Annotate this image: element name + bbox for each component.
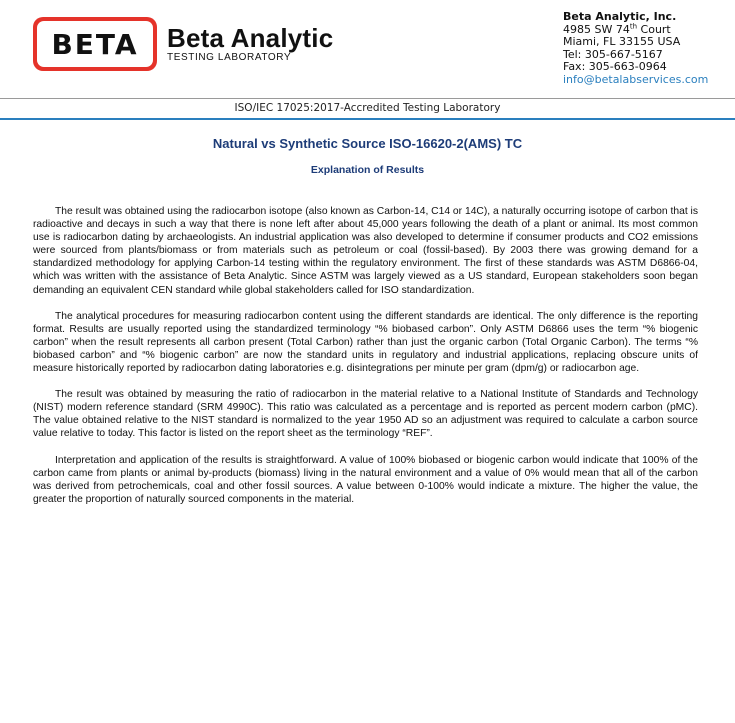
contact-company: Beta Analytic, Inc.	[563, 10, 677, 23]
document-body	[33, 205, 698, 519]
contact-city: Miami, FL 33155 USA	[563, 35, 681, 48]
logo-wordmark	[167, 25, 333, 63]
body-paragraph: The result was obtained using the radiocarbon isotope (also known as Carbon-14, C14 or 14C), a naturally occurring isotope of carbon that is radioactive and decays in such a way that there is none left after about 45,000 years following the death of a plant or animal. Its most common use is radiocarbon dating by archaeologists. An industrial application was also developed to determine if consumer products and CO2 emissions were sourced from plants/biomass or from materials such as petroleum or coal (fossil-based). By 2003 there was growing demand for a standardized methodology for applying Carbon-14 testing within the regulatory environment. The first of these standards was ASTM D6866-04, which was written with the assistance of Beta Analytic. Since ASTM was largely viewed as a US standard, European stakeholders soon began demanding an equivalent CEN standard while global stakeholders called for ISO standardization.	[33, 206, 698, 296]
body-paragraph: The analytical procedures for measuring radiocarbon content using the different standards are identical. The only difference is the reporting format. Results are usually reported using the standardized terminology “% biobased carbon”. Only ASTM D6866 uses the term “% biogenic carbon” when the result represents all carbon present (Total Carbon) rather than just the organic carbon (Total Organic Carbon). The terms “% biobased carbon” and “% biogenic carbon” are now the standard units in regulatory and industrial applications, replacing obscure units of measure historically reported by radiocarbon dating laboratories e.g. disintegrations per minute per gram (dpm/g) or radiocarbon age.	[33, 310, 698, 375]
logo-company-name: Beta Analytic	[167, 23, 334, 53]
contact-fax: Fax: 305-663-0964	[563, 60, 667, 73]
accreditation-divider-bottom	[0, 118, 735, 120]
document-title: Natural vs Synthetic Source ISO-16620-2(AMS) TC	[212, 136, 523, 151]
body-paragraph: The result was obtained by measuring the ratio of radiocarbon in the material relative to a National Institute of Standards and Technology (NIST) modern reference standard (SRM 4990C). This ratio was calculated as a percentage and is reported as percent modern carbon (pMC). The value obtained relative to the NIST standard is normalized to the year 1950 AD so an adjustment was required to calculate a carbon source value relative to today. This factor is listed on the report sheet as the terminology “REF”.	[33, 389, 698, 440]
contact-tel: Tel: 305-667-5167	[563, 47, 663, 61]
accreditation-text: ISO/IEC 17025:2017-Accredited Testing Laboratory	[234, 102, 501, 114]
body-paragraph: Interpretation and application of the results is straightforward. A value of 100% biobased or biogenic carbon would indicate that 100% of the carbon came from plants or animal by-products (biomass) living in the natural environment and a value of 0% would mean that all of the carbon was derived from petrochemicals, coal and other fossil sources. A value between 0-100% would indicate a mixture. The higher the value, the greater the proportion of naturally sourced components in the material.	[33, 454, 698, 505]
contact-email-link[interactable]: info@betalabservices.com	[563, 72, 709, 86]
logo-badge-text: BETA	[37, 21, 153, 67]
contact-address-number-street: 4985 SW 74	[563, 22, 630, 36]
logo-badge	[33, 17, 157, 71]
company-logo	[33, 17, 333, 71]
contact-address-superscript: th	[629, 21, 638, 30]
contact-address-street-suffix: Court	[637, 22, 671, 36]
page-header	[0, 0, 735, 98]
logo-subtitle: TESTING LABORATORY	[167, 52, 292, 63]
contact-block	[563, 11, 733, 86]
document-subtitle: Explanation of Results	[310, 164, 425, 176]
accreditation-divider-top	[0, 98, 735, 99]
